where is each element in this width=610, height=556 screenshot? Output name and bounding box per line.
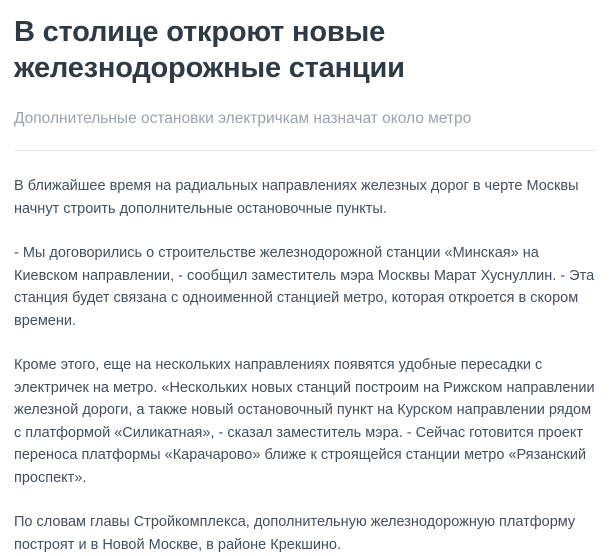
page-title: В столице откроют новые железнодорожные станции [14, 16, 405, 84]
article-body [14, 175, 596, 556]
article-paragraph: В ближайшее время на радиальных направлениях железных дорог в черте Москвы начнут строить дополнительные остановочные пункты. [14, 178, 579, 217]
header-divider [14, 150, 596, 151]
article-subheadline: Дополнительные остановки электричкам назначат около метро [14, 110, 472, 127]
article-paragraph: - Мы договорились о строительстве железнодорожной станции «Минская» на Киевском направлении, - сообщил заместитель мэра Москвы Марат Хуснуллин. - Эта станция будет связана с одноименной станцией метро, которая откроется в скором времени. [14, 245, 595, 329]
article-paragraph: Кроме этого, еще на нескольких направлениях появятся удобные пересадки с электричек на метро. «Нескольких новых станций построим на Рижском направлении железной дороги, а также новый остановочный пункт на Курском направлении рядом с платформой «Силикатная», - сказал заместитель мэра. - Сейчас готовится проект переноса платформы «Карачарово» ближе к строящейся станции метро «Рязанский проспект». [14, 357, 595, 486]
article-paragraph: По словам главы Стройкомплекса, дополнительную железнодорожную платформу построят и в Новой Москве, в районе Крекшино. [14, 514, 576, 553]
